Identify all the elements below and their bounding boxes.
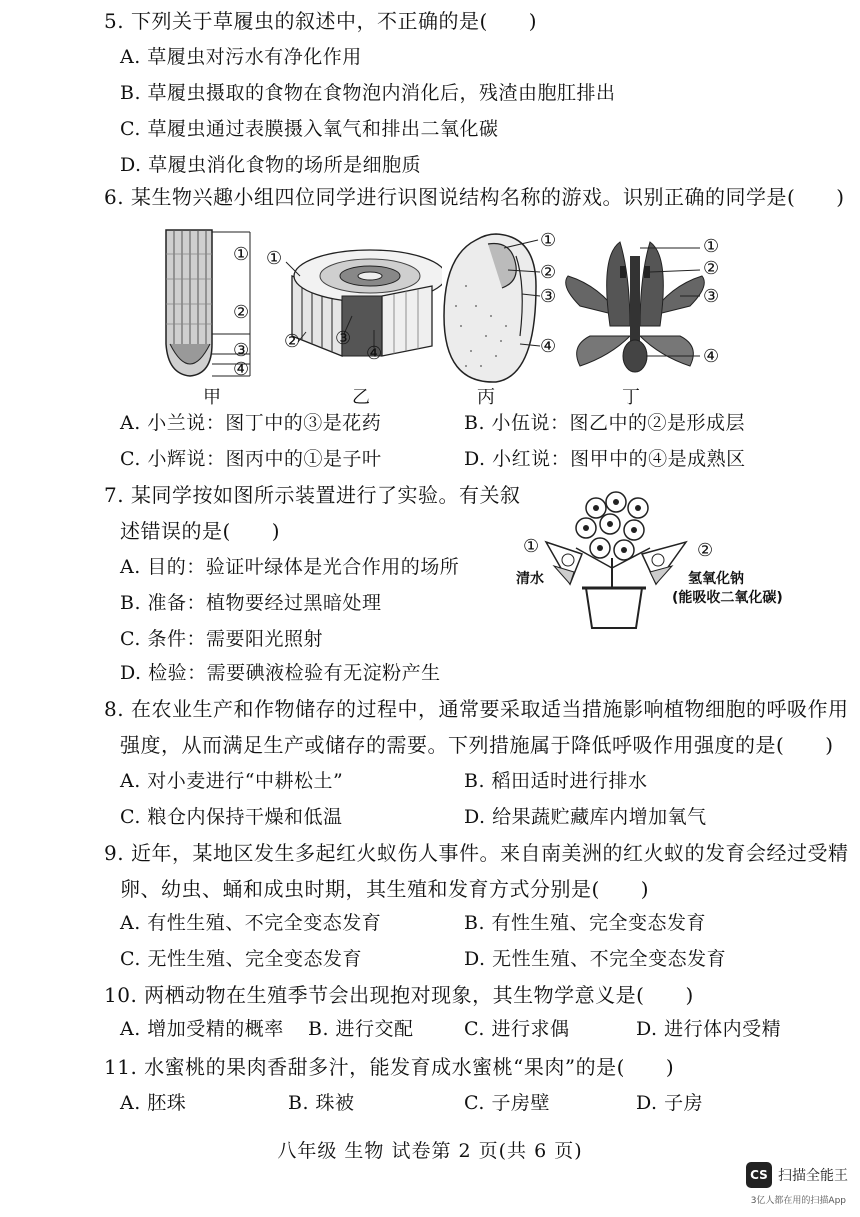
q8-option-c: C. 粮仓内保持干燥和低温 xyxy=(120,806,343,828)
q11-option-c: C. 子房壁 xyxy=(464,1092,550,1114)
jia-mark-3: ③ xyxy=(233,340,250,361)
q7-option-a: A. 目的：验证叶绿体是光合作用的场所 xyxy=(120,556,460,578)
q7-stem-line2: 述错误的是( ) xyxy=(120,519,281,543)
q5-option-c: C. 草履虫通过表膜摄入氧气和排出二氧化碳 xyxy=(120,118,499,140)
ding-mark-2: ② xyxy=(703,258,720,279)
yi-mark-3: ③ xyxy=(335,328,352,349)
ding-mark-4: ④ xyxy=(703,346,720,367)
yi-mark-1: ① xyxy=(266,248,283,269)
camscanner-tagline: 3亿人都在用的扫描App xyxy=(750,1196,846,1206)
q6-option-b: B. 小伍说：图乙中的②是形成层 xyxy=(464,412,746,434)
jia-mark-4: ④ xyxy=(233,359,250,380)
jia-caption: 甲 xyxy=(203,387,221,408)
q9-option-a: A. 有性生殖、不完全变态发育 xyxy=(120,912,382,934)
q11-option-b: B. 珠被 xyxy=(288,1092,355,1114)
q5-stem: 5. 下列关于草履虫的叙述中，不正确的是( ) xyxy=(104,9,538,33)
q10-option-b: B. 进行交配 xyxy=(308,1018,414,1040)
q11-option-a: A. 胚珠 xyxy=(120,1092,187,1114)
q8-option-b: B. 稻田适时进行排水 xyxy=(464,770,648,792)
bing-mark-1: ① xyxy=(540,230,557,251)
yi-mark-4: ④ xyxy=(366,343,383,364)
q10-stem: 10. 两栖动物在生殖季节会出现抱对现象，其生物学意义是( ) xyxy=(104,983,694,1007)
q7-option-c: C. 条件：需要阳光照射 xyxy=(120,628,323,650)
q10-option-d: D. 进行体内受精 xyxy=(636,1018,782,1040)
q6-option-a: A. 小兰说：图丁中的③是花药 xyxy=(120,412,382,434)
camscanner-name: 扫描全能王 xyxy=(778,1168,848,1184)
yi-caption: 乙 xyxy=(352,387,370,408)
q9-stem-line2: 卵、幼虫、蛹和成虫时期，其生殖和发育方式分别是( ) xyxy=(120,877,650,901)
q6-option-c: C. 小辉说：图丙中的①是子叶 xyxy=(120,448,382,470)
q9-option-c: C. 无性生殖、完全变态发育 xyxy=(120,948,362,970)
q8-stem-line1: 8. 在农业生产和作物储存的过程中，通常要采取适当措施影响植物细胞的呼吸作用 xyxy=(104,697,849,721)
flower-figure xyxy=(560,236,710,386)
q10-option-c: C. 进行求偶 xyxy=(464,1018,570,1040)
q6-stem: 6. 某生物兴趣小组四位同学进行识图说结构名称的游戏。识别正确的同学是( ) xyxy=(104,185,845,209)
q11-option-d: D. 子房 xyxy=(636,1092,704,1114)
naoh-label: 氢氧化钠 xyxy=(688,571,744,587)
q5-option-b: B. 草履虫摄取的食物在食物泡内消化后，残渣由胞肛排出 xyxy=(120,82,616,104)
q5-option-d: D. 草履虫消化食物的场所是细胞质 xyxy=(120,154,422,176)
q6-option-d: D. 小红说：图甲中的④是成熟区 xyxy=(464,448,746,470)
q9-option-d: D. 无性生殖、不完全变态发育 xyxy=(464,948,727,970)
bing-mark-3: ③ xyxy=(540,286,557,307)
camscanner-logo-icon: CS xyxy=(746,1162,772,1188)
q10-option-a: A. 增加受精的概率 xyxy=(120,1018,284,1040)
q8-stem-line2: 强度，从而满足生产或储存的需要。下列措施属于降低呼吸作用强度的是( ) xyxy=(120,733,834,757)
jia-mark-2: ② xyxy=(233,302,250,323)
scanner-watermark xyxy=(746,1162,848,1188)
q8-option-a: A. 对小麦进行“中耕松土” xyxy=(120,770,344,792)
q7-option-b: B. 准备：植物要经过黑暗处理 xyxy=(120,592,382,614)
q7-mark-2: ② xyxy=(697,540,714,561)
water-label: 清水 xyxy=(516,571,544,587)
jia-mark-1: ① xyxy=(233,244,250,265)
bean-seed-figure xyxy=(436,226,556,386)
bing-caption: 丙 xyxy=(477,387,495,408)
page-footer: 八年级 生物 试卷第 2 页(共 6 页) xyxy=(277,1140,583,1162)
bing-mark-4: ④ xyxy=(540,336,557,357)
q11-stem: 11. 水蜜桃的果肉香甜多汁，能发育成水蜜桃“果肉”的是( ) xyxy=(104,1055,675,1079)
q9-stem-line1: 9. 近年，某地区发生多起红火蚁伤人事件。来自南美洲的红火蚁的发育会经过受精 xyxy=(104,841,849,865)
naoh-note: (能吸收二氧化碳) xyxy=(672,590,783,606)
ding-caption: 丁 xyxy=(622,387,640,408)
stem-section-figure xyxy=(282,236,442,376)
bing-mark-2: ② xyxy=(540,262,557,283)
q7-mark-1: ① xyxy=(523,536,540,557)
q9-option-b: B. 有性生殖、完全变态发育 xyxy=(464,912,707,934)
yi-mark-2: ② xyxy=(284,331,301,352)
q7-option-d: D. 检验：需要碘液检验有无淀粉产生 xyxy=(120,662,441,684)
q5-option-a: A. 草履虫对污水有净化作用 xyxy=(120,46,362,68)
q8-option-d: D. 给果蔬贮藏库内增加氧气 xyxy=(464,806,707,828)
q7-stem-line1: 7. 某同学按如图所示装置进行了实验。有关叙 xyxy=(104,483,521,507)
ding-mark-1: ① xyxy=(703,236,720,257)
ding-mark-3: ③ xyxy=(703,286,720,307)
